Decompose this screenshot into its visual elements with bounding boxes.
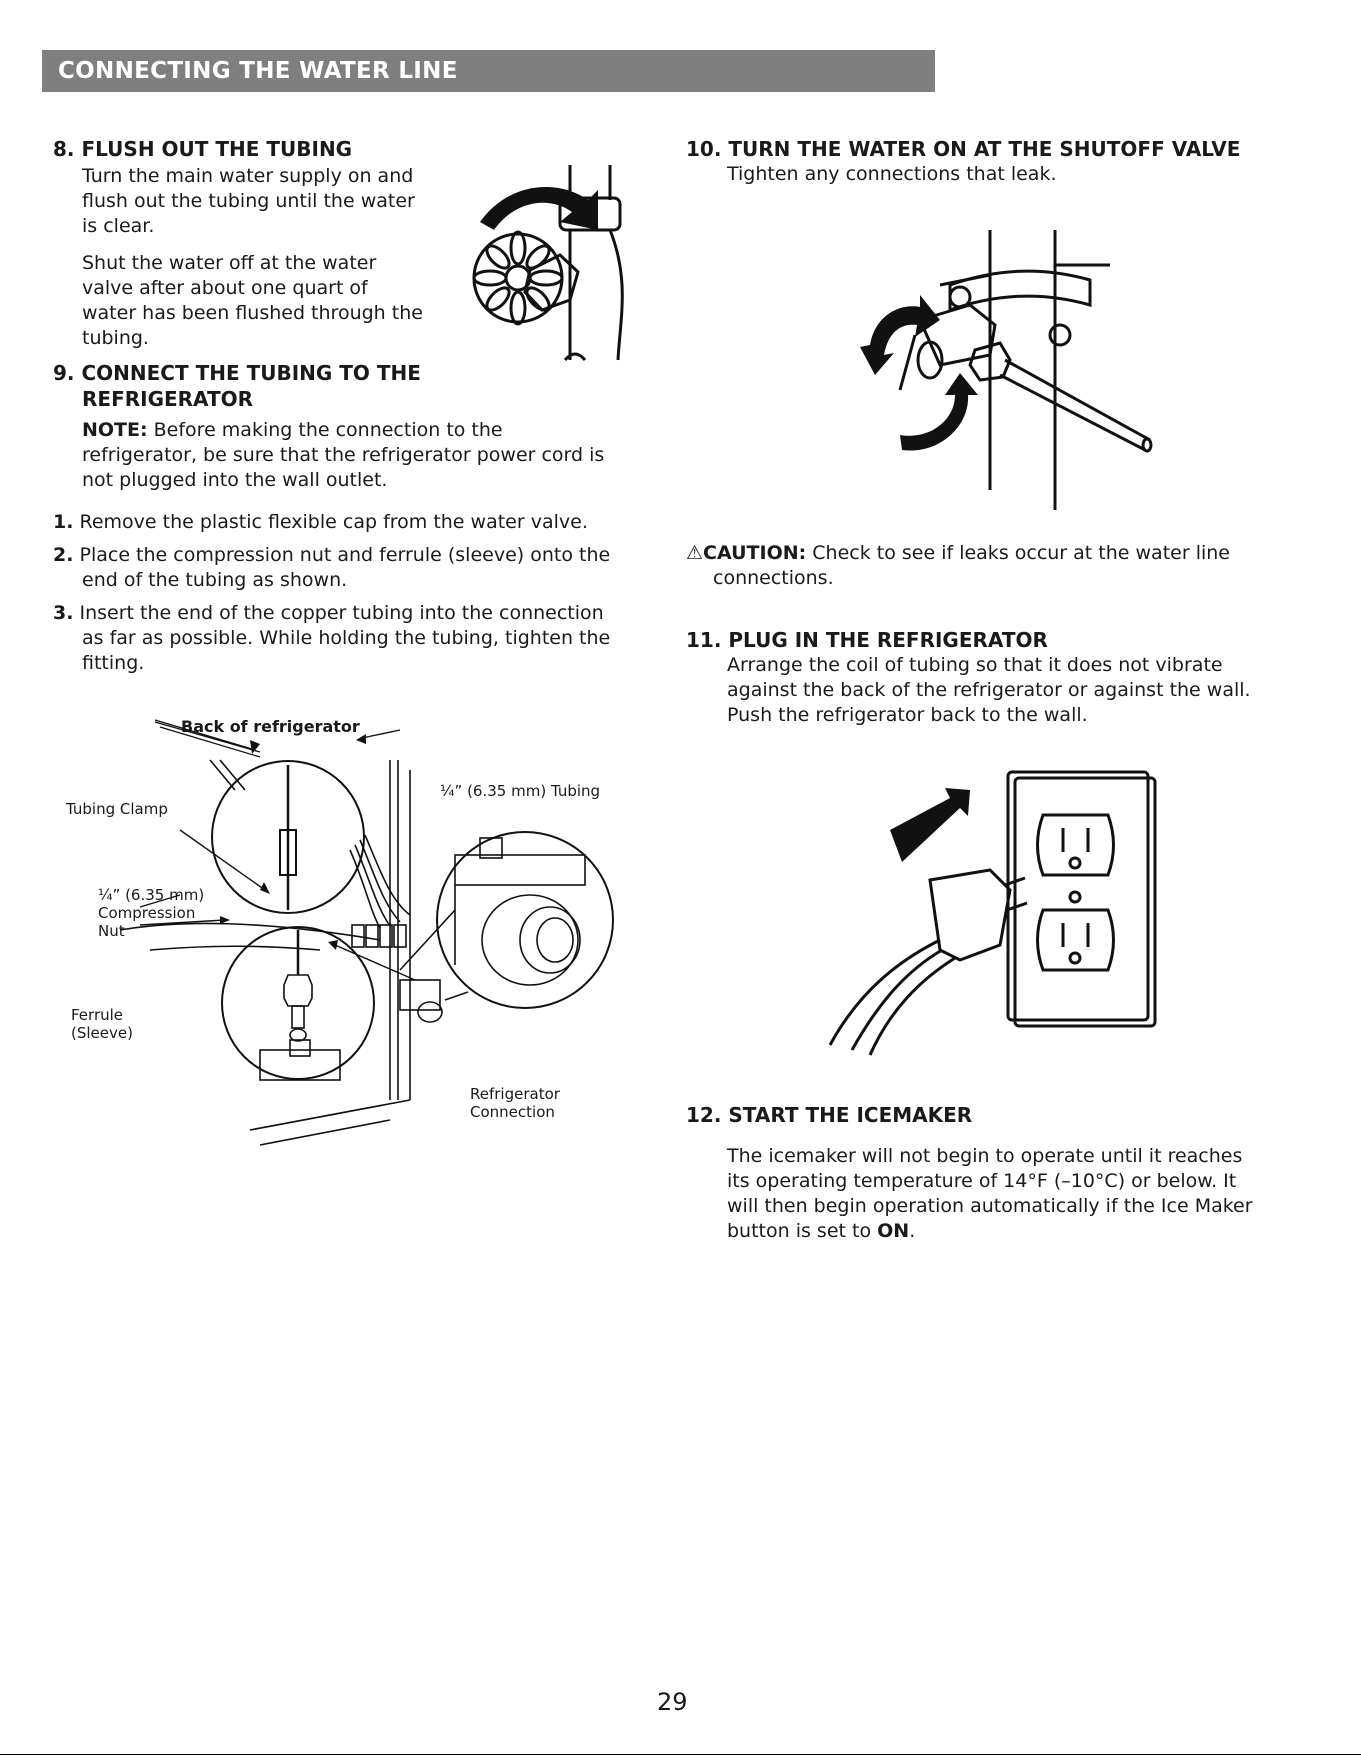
label-connection-l2: Connection (470, 1103, 555, 1121)
on-label: ON (877, 1220, 910, 1242)
note-text-l1: Before making the connection to the (147, 419, 503, 441)
list-item-number: 1. (53, 511, 74, 533)
caution-block (686, 541, 1326, 591)
label-tubing: ¼” (6.35 mm) Tubing (440, 782, 601, 800)
note-text-l2: refrigerator, be sure that the refrigerator power cord is (82, 444, 605, 466)
label-ferrule (71, 1006, 133, 1042)
step-12-l3: will then begin operation automatically if the Ice Maker (727, 1195, 1253, 1217)
note-label: NOTE: (82, 419, 148, 441)
label-ferrule-l1: Ferrule (71, 1006, 124, 1024)
footer-divider (0, 1754, 1361, 1755)
step-10-text: Tighten any connections that leak. (727, 163, 1057, 185)
list-item (53, 543, 653, 593)
label-compression-nut-l3: Nut (98, 922, 125, 940)
label-compression-nut (98, 886, 204, 940)
step-8-p1-l2: flush out the tubing until the water (82, 190, 415, 212)
label-tubing-clamp: Tubing Clamp (66, 800, 168, 818)
diagram-title: Back of refrigerator (181, 717, 360, 736)
caution-text-l1: Check to see if leaks occur at the water line (806, 542, 1230, 564)
step-12 (686, 1102, 972, 1128)
step-12-title: 12. START THE ICEMAKER (686, 1103, 973, 1127)
list-item-text: Remove the plastic flexible cap from the water valve. (79, 511, 588, 533)
label-compression-nut-l1: ¼” (6.35 mm) (98, 886, 205, 904)
step-8 (53, 136, 352, 162)
step-12-l4-end: . (909, 1220, 916, 1242)
list-item-text: end of the tubing as shown. (82, 569, 348, 591)
label-ferrule-l2: (Sleeve) (71, 1024, 133, 1042)
step-8-p2-l1: Shut the water off at the water (82, 252, 377, 274)
step-10-title: 10. TURN THE WATER ON AT THE SHUTOFF VALVE (686, 137, 1241, 161)
list-item-text: Insert the end of the copper tubing into the connection (79, 602, 604, 624)
step-11 (686, 627, 1251, 728)
step-10 (686, 136, 1240, 187)
step-8-p2-l2: valve after about one quart of (82, 277, 368, 299)
caution-label: CAUTION: (703, 542, 807, 564)
step-9-title (53, 360, 421, 412)
label-refrigerator-connection (470, 1085, 560, 1121)
section-banner: CONNECTING THE WATER LINE (42, 50, 935, 92)
step-11-title: 11. PLUG IN THE REFRIGERATOR (686, 628, 1048, 652)
list-item-number: 3. (53, 602, 74, 624)
step-11-l1: Arrange the coil of tubing so that it does not vibrate (727, 654, 1223, 676)
list-item-text: as far as possible. While holding the tubing, tighten the (82, 627, 611, 649)
list-item-number: 2. (53, 544, 74, 566)
label-connection-l1: Refrigerator (470, 1085, 560, 1103)
step-8-body (82, 164, 462, 351)
step-8-p2-l3: water has been flushed through the (82, 302, 423, 324)
step-11-l3: Push the refrigerator back to the wall. (727, 704, 1088, 726)
label-compression-nut-l2: Compression (98, 904, 196, 922)
caution-text-l2: connections. (713, 567, 834, 589)
shutoff-valve-illustration (470, 160, 650, 370)
note-text-l3: not plugged into the wall outlet. (82, 469, 388, 491)
step-9-title-l2: REFRIGERATOR (82, 387, 254, 411)
step-8-p1-l1: Turn the main water supply on and (82, 165, 414, 187)
step-9-list (53, 510, 653, 676)
step-12-l1: The icemaker will not begin to operate until it reaches (727, 1145, 1243, 1167)
step-12-l2: its operating temperature of 14°F (–10°C) or below. It (727, 1170, 1237, 1192)
page-number: 29 (657, 1688, 688, 1716)
step-12-l4: button is set to (727, 1220, 878, 1242)
step-9-note (82, 418, 642, 493)
water-valve-illustration (820, 225, 1160, 515)
list-item (53, 601, 653, 676)
step-12-body (727, 1144, 1327, 1244)
step-8-p1-l3: is clear. (82, 215, 155, 237)
list-item-text: Place the compression nut and ferrule (sleeve) onto the (79, 544, 611, 566)
warning-triangle-icon: ⚠ (686, 542, 704, 564)
step-8-p2-l4: tubing. (82, 327, 149, 349)
list-item-text: fitting. (82, 652, 145, 674)
list-item (53, 510, 653, 535)
wall-outlet-plug-illustration (810, 770, 1170, 1060)
step-9-title-l1: 9. CONNECT THE TUBING TO THE (53, 361, 421, 385)
step-11-l2: against the back of the refrigerator or against the wall. (727, 679, 1251, 701)
step-8-title: 8. FLUSH OUT THE TUBING (53, 137, 353, 161)
